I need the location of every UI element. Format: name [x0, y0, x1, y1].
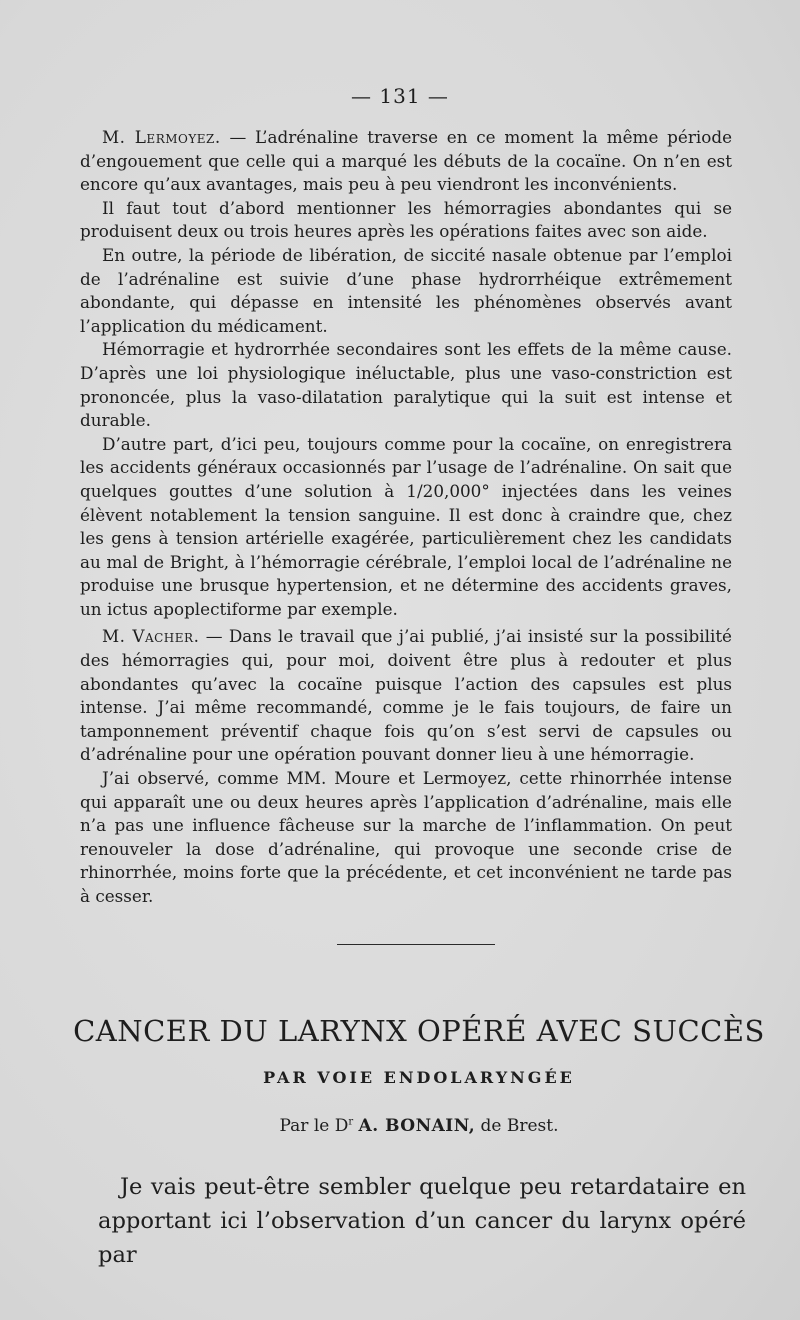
paragraph-text: — Dans le travail que j’ai publié, j’ai insisté sur la possibilité des hémorragies qui, pour moi, doivent être plus à redouter et plus abondantes qu’avec la cocaïne puisque l’action des capsules est plus intense. J’ai même recommandé, comme je le fais toujours, de faire un tamponnement préventif chaque fois qu’on s’est servi de capsules ou d’adrénaline pour une opération pouvant donner lieu à une hémorragie. [80, 626, 732, 765]
article-subtitle: PAR VOIE ENDOLARYNGÉE [263, 1068, 575, 1087]
byline [0, 1116, 800, 1136]
discussion-text [80, 122, 732, 909]
paragraph: D’autre part, d’ici peu, toujours comme pour la cocaïne, on enregistrera les accidents généraux occasionnés par l’usage de l’adrénaline. On sait que quelques gouttes d’une solution à 1/20,000° injectées dans les veines élèvent notablement la tension sanguine. Il est donc à craindre que, chez les gens à tension artérielle exagérée, particulièrement chez les candidats au mal de Bright, à l’hémorragie cérébrale, l’emploi local de l’adrénaline ne produise une brusque hypertension, et ne détermine des accidents graves, un ictus apoplectiforme par exemple. [80, 433, 732, 619]
paragraph: J’ai observé, comme MM. Moure et Lermoyez, cette rhinorrhée intense qui apparaît une ou deux heures après l’application d’adrénaline, mais elle n’a pas une influence fâcheuse sur la marche de l’inflammation. On peut renouveler la dose d’adrénaline, qui provoque une seconde crise de rhinorrhée, moins forte que la précédente, et cet inconvénient ne tarde pas à cesser. [80, 768, 732, 906]
paragraph-lermoyez [80, 126, 732, 197]
speaker-name: M. Lermoyez. [102, 127, 221, 147]
byline-sup: r [348, 1116, 354, 1128]
intro-paragraph: Je vais peut-être sembler quelque peu retardataire en apportant ici l’observation d’un cancer du larynx opéré par [98, 1174, 746, 1268]
paragraph: Hémorragie et hydrorrhée secondaires sont les effets de la même cause. D’après une loi physiologique inéluctable, plus une vaso-constriction est prononcée, plus la vaso-dilatation paralytique qui la suit est intense et durable. [80, 339, 732, 431]
article-intro [98, 1170, 746, 1272]
speaker-name: M. Vacher. [102, 626, 200, 647]
paragraph: Il faut tout d’abord mentionner les hémorragies abondantes qui se produisent deux ou trois heures après les opérations faites avec son aide. [80, 197, 732, 242]
author-name: A. BONAIN, [358, 1116, 476, 1136]
section-separator [337, 944, 495, 945]
byline-suffix: de Brest. [475, 1116, 559, 1136]
article-title: CANCER DU LARYNX OPÉRÉ AVEC SUCCÈS [73, 1014, 765, 1048]
paragraph-text: — L’adrénaline traverse en ce moment la même période d’engouement que celle qui a marqué les débuts de la cocaïne. On n’en est encore qu’aux avantages, mais peu à peu viendront les inconvénients. [80, 127, 732, 195]
paragraph: En outre, la période de libération, de siccité nasale obtenue par l’emploi de l’adrénaline est suivie d’une phase hydrorrhéique extrêmement abondante, qui dépasse en intensité les phénomènes observés avant l’application du médicament. [80, 244, 732, 336]
page-number: — 131 — [351, 84, 449, 108]
byline-prefix: Par le D [279, 1116, 349, 1136]
paragraph-vacher [80, 625, 732, 767]
